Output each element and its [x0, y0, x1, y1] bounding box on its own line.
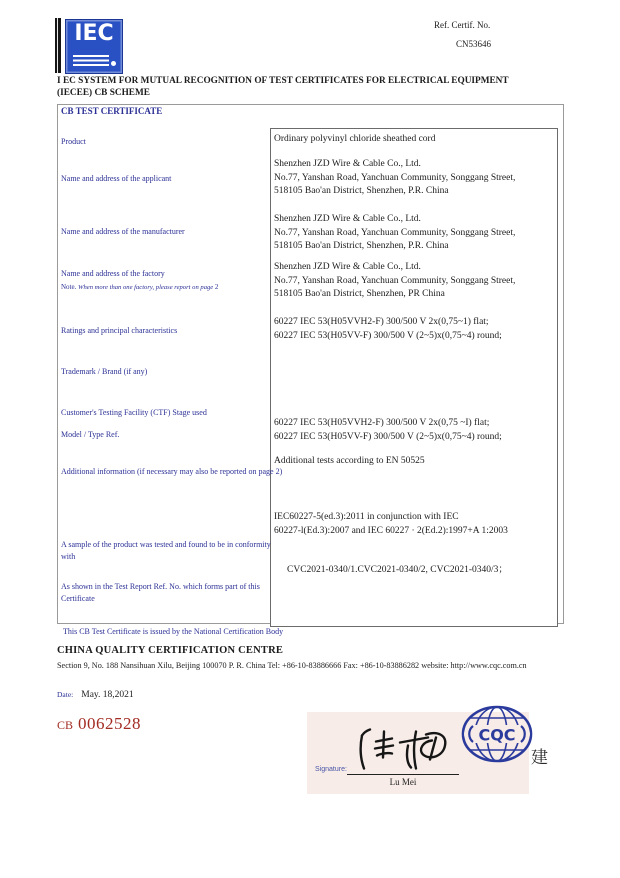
model-type-value [274, 417, 558, 444]
iec-logo [55, 16, 125, 74]
model-line: 60227 IEC 53(H05VV-F) 300/500 V (2~5)x(0,75~4) round; [274, 431, 502, 442]
stamp-side-character: 建 [531, 748, 548, 767]
iec-logo-dot [111, 61, 116, 66]
iec-logo-bar [55, 18, 61, 73]
applicant-line: Shenzhen JZD Wire & Cable Co., Ltd. [274, 159, 421, 169]
product-label: Product [61, 137, 86, 146]
applicant-label: Name and address of the applicant [61, 174, 172, 183]
issued-by-note: This CB Test Certificate is issued by the National Certification Body [63, 627, 284, 636]
factory-label: Name and address of the factory [61, 269, 165, 278]
conformity-line: IEC60227-5(ed.3):2011 in conjunction with IEC [274, 512, 459, 522]
manufacturer-label: Name and address of the manufacturer [61, 227, 185, 236]
product-value: Ordinary polyvinyl chloride sheathed cord [274, 134, 436, 144]
certificate-title: CB TEST CERTIFICATE [61, 106, 163, 116]
conformity-line: 60227-l(Ed.3):2007 and IEC 60227 · 2(Ed.2):1997+A 1:2003 [274, 525, 508, 536]
iec-logo-square [65, 19, 123, 74]
additional-info-value: Additional tests according to EN 50525 [274, 456, 425, 466]
cb-prefix: CB [57, 718, 74, 732]
cqc-stamp-icon [459, 704, 535, 764]
date-label: Date: [57, 690, 74, 699]
manufacturer-line: 518105 Bao'an District, Shenzhen, P.R. China [274, 241, 449, 251]
scheme-title [57, 76, 565, 99]
cb-number: 0062528 [78, 714, 142, 733]
ctf-stage-label: Customer's Testing Facility (CTF) Stage used [61, 408, 207, 417]
ratings-line: 60227 IEC 53(H05VVH2-F) 300/500 V 2x(0,75~1) flat; [274, 317, 489, 327]
ncb-address: Section 9, No. 188 Nansihuan Xilu, Beijing 100070 P. R. China Tel: +86-10-83886666 Fax: +86-10-83886282 website: http://www.cqc.com.cn [57, 661, 527, 670]
cqc-stamp-text: CQC [478, 725, 516, 745]
iec-logo-text: IEC [74, 21, 114, 46]
factory-line: No.77, Yanshan Road, Yanchuan Community, Songgang Street, [274, 275, 516, 286]
manufacturer-line: No.77, Yanshan Road, Yanchuan Community, Songgang Street, [274, 227, 516, 238]
ratings-value [274, 316, 558, 343]
manufacturer-value [274, 213, 558, 254]
ratings-label: Ratings and principal characteristics [61, 326, 178, 335]
factory-value [274, 261, 558, 302]
factory-line: Shenzhen JZD Wire & Cable Co., Ltd. [274, 262, 421, 272]
factory-note-suffix: 2 [214, 283, 219, 291]
handwritten-signature [348, 727, 453, 773]
applicant-line: 518105 Bao'an District, Shenzhen, P.R. China [274, 186, 449, 196]
ratings-line: 60227 IEC 53(H05VV-F) 300/500 V (2~5)x(0,75~4) round; [274, 330, 502, 341]
signature-line [347, 774, 459, 775]
signatory-name: Lu Mei [389, 777, 417, 787]
additional-info-label: Additional information (if necessary may also be reported on page 2) [61, 467, 283, 476]
conformity-value [274, 511, 558, 538]
applicant-line: No.77, Yanshan Road, Yanchuan Community, Songgang Street, [274, 172, 516, 183]
factory-line: 518105 Bao'an District, Shenzhen, PR China [274, 289, 445, 299]
cb-certificate-number [57, 714, 141, 734]
certificate-values-box [270, 128, 558, 627]
scheme-title-line2: (IECEE) CB SCHEME [57, 87, 150, 98]
factory-note-prefix: Note. [61, 283, 77, 291]
factory-note-italic: When more than one factory, please report on page [76, 284, 215, 291]
signature-label: Signature: [315, 766, 347, 773]
date-value: May. 18,2021 [81, 690, 134, 700]
factory-note [61, 283, 218, 291]
ncb-name: CHINA QUALITY CERTIFICATION CENTRE [57, 645, 284, 656]
applicant-value [274, 158, 558, 199]
ref-certif-label: Ref. Certif. No. [434, 20, 491, 30]
conformity-label: A sample of the product was tested and found to be in conformity with [61, 540, 271, 561]
scheme-title-line1: I EC SYSTEM FOR MUTUAL RECOGNITION OF TEST CERTIFICATES FOR ELECTRICAL EQUIPMENT [57, 76, 509, 86]
iec-logo-stripes [73, 55, 109, 66]
test-report-value: CVC2021-0340/1.CVC2021-0340/2, CVC2021-0340/3； [287, 565, 508, 575]
model-line: 60227 IEC 53(H05VVH2-F) 300/500 V 2x(0,75 ~I) flat; [274, 418, 490, 428]
ref-certif-number: CN53646 [456, 39, 492, 49]
manufacturer-line: Shenzhen JZD Wire & Cable Co., Ltd. [274, 214, 421, 224]
date-row [57, 690, 134, 700]
model-type-label: Model / Type Ref. [61, 430, 120, 439]
trademark-label: Trademark / Brand (if any) [61, 367, 148, 376]
test-report-label: As shown in the Test Report Ref. No. which forms part of this Certificate [61, 582, 260, 603]
